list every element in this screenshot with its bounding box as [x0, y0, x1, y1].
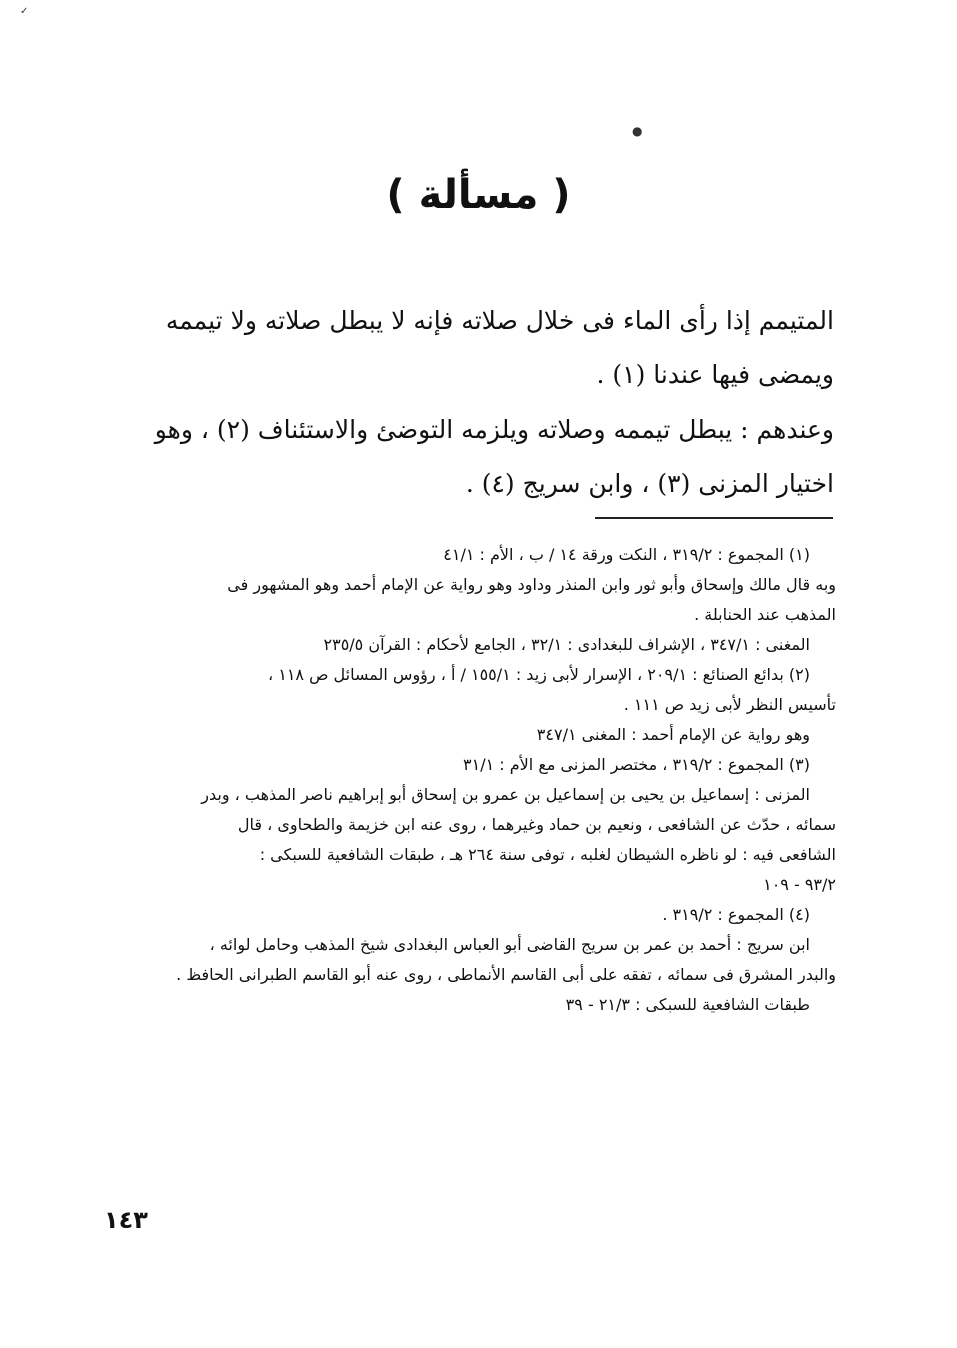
- main-line: وعندهم : يبطل تيممه وصلاته ويلزمه التوضئ والاستئناف (٢) ، وهو: [154, 415, 834, 444]
- footnote-line: ابن سريج : أحمد بن عمر بن سريج القاضى أبو العباس البغدادى شيخ المذهب وحامل لوائه ،: [209, 935, 810, 954]
- footnote-line: (٢) بدائع الصنائع : ٢٠٩/١ ، الإسرار لأبى زيد : ١٥٥/١ / أ ، رؤوس المسائل ص ١١٨ ،: [267, 665, 810, 684]
- main-line: ويمضى فيها عندنا (١) .: [596, 360, 834, 389]
- footnote-line: المزنى : إسماعيل بن يحيى بن إسماعيل بن عمرو بن إسحاق أبو إبراهيم ناصر المذهب ، وبدر: [201, 785, 810, 804]
- corner-mark: ✓: [20, 6, 29, 17]
- footnote-line: تأسيس النظر لأبى زيد ص ١١١ .: [623, 695, 836, 714]
- footnote-line: المذهب عند الحنابلة .: [694, 605, 836, 624]
- ornament-dot: ●: [632, 124, 643, 138]
- main-paragraph-1: [122, 294, 834, 402]
- footnote-line: (٤) المجموع : ٣١٩/٢ .: [662, 905, 810, 924]
- section-title: ( مسألة ): [386, 172, 571, 218]
- footnote-line: سمائه ، حدّث عن الشافعى ، ونعيم بن حماد وغيرهما ، روى عنه ابن خزيمة والطحاوى ، قال: [237, 815, 836, 834]
- footnote-line: وبه قال مالك وإسحاق وأبو ثور وابن المنذر وداود وهو رواية عن الإمام أحمد وهو المشهور فى: [227, 575, 836, 594]
- main-line: المتيمم إذا رأى الماء فى خلال صلاته فإنه لا يبطل صلاته ولا تيممه: [165, 306, 834, 335]
- footnote-line: الشافعى فيه : لو ناظره الشيطان لغلبه ، توفى سنة ٢٦٤ هـ ، طبقات الشافعية للسبكى :: [259, 845, 836, 864]
- footnote-line: وهو رواية عن الإمام أحمد : المغنى ٣٤٧/١: [536, 725, 810, 744]
- footnote-line: ٩٣/٢ - ١٠٩: [763, 875, 836, 894]
- page-number: ١٤٣: [104, 1206, 148, 1234]
- footnote-line: والبدر المشرق فى سمائه ، تفقه على أبى القاسم الأنماطى ، روى عنه أبو القاسم الطبرانى الحافظ .: [176, 965, 836, 984]
- main-line: اختيار المزنى (٣) ، وابن سريج (٤) .: [465, 469, 834, 498]
- footnote-line: طبقات الشافعية للسبكى : ٢١/٣ - ٣٩: [565, 995, 810, 1014]
- footnote-line: (١) المجموع : ٣١٩/٢ ، النكت ورقة ١٤ / ب ، الأم : ٤١/١: [443, 545, 810, 564]
- main-paragraph-2: [122, 403, 834, 511]
- footnote-line: المغنى : ٣٤٧/١ ، الإشراف للبغدادى : ٣٢/١ ، الجامع لأحكام : القرآن ٢٣٥/٥: [323, 635, 810, 654]
- footnote-line: (٣) المجموع : ٣١٩/٢ ، مختصر المزنى مع الأم : ٣١/١: [463, 755, 810, 774]
- footnotes: [118, 540, 836, 1020]
- footnote-separator: [595, 517, 833, 519]
